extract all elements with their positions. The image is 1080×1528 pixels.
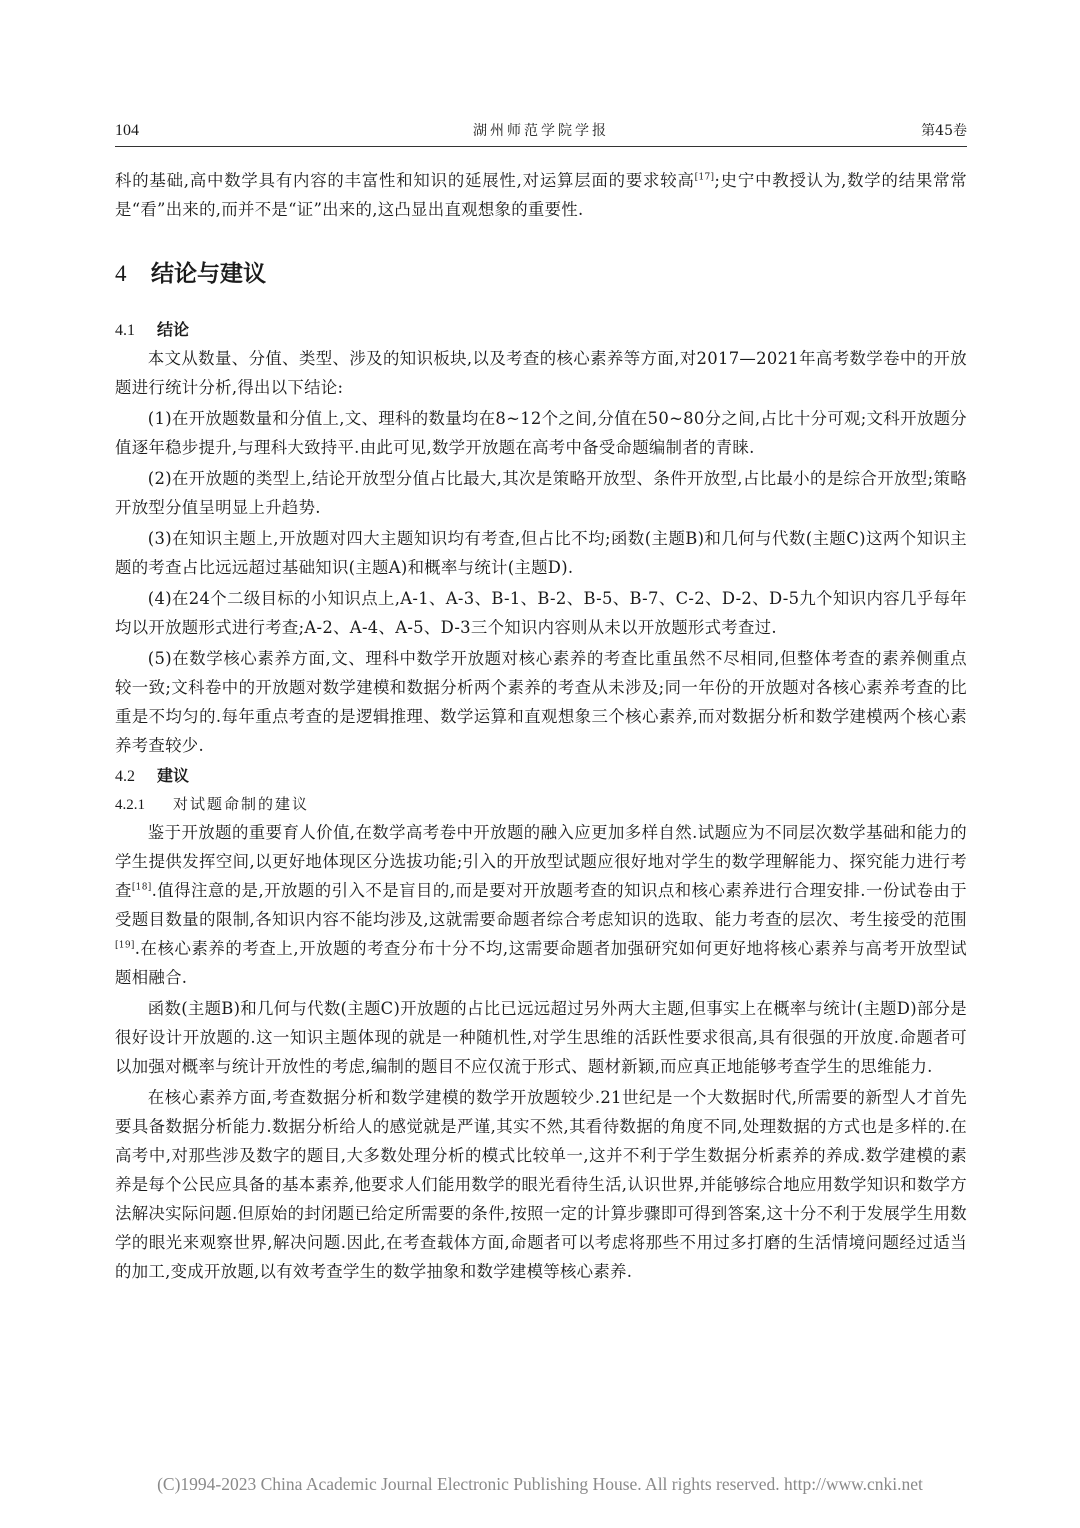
conclusion-item-3: (3)在知识主题上,开放题对四大主题知识均有考查,但占比不均;函数(主题B)和几何与代数(主题C)这两个知识主题的考查占比远远超过基础知识(主题A)和概率与统计(主题D). <box>115 529 967 577</box>
conclusion-item-1: (1)在开放题数量和分值上,文、理科的数量均在8~12个之间,分值在50~80分之间,占比十分可观;文科开放题分值逐年稳步提升,与理科大致持平.由此可见,数学开放题在高考中备受命题编制者的青睐. <box>115 409 967 457</box>
subsection-heading-4-1 <box>115 316 967 344</box>
journal-title: 湖州师范学院学报 <box>473 123 609 139</box>
subsection-heading-4-2 <box>115 762 967 790</box>
conclusion-item-5: (5)在数学核心素养方面,文、理科中数学开放题对核心素养的考查比重虽然不尽相同,但整体考查的素养侧重点较一致;文科卷中的开放题对数学建模和数据分析两个素养的考查从未涉及;同一年份的开放题对各核心素养考查的比重是不均匀的.每年重点考查的是逻辑推理、数学运算和直观想象三个核心素养,而对数据分析和数学建模两个核心素养考查较少. <box>115 649 967 755</box>
page-number: 104 <box>115 122 139 139</box>
citation-18: [18] <box>131 882 152 893</box>
subsection-number: 4.2 <box>115 768 135 785</box>
conclusion-item-2: (2)在开放题的类型上,结论开放型分值占比最大,其次是策略开放型、条件开放型,占比最小的是综合开放型;策略开放型分值呈明显上升趋势. <box>115 469 967 517</box>
page-header <box>115 118 967 144</box>
subsubsection-number: 4.2.1 <box>115 797 145 813</box>
conclusion-item-4: (4)在24个二级目标的小知识点上,A-1、A-3、B-1、B-2、B-5、B-7、C-2、D-2、D-5九个知识内容几乎每年均以开放题形式进行考查;A-2、A-4、A-5、D-3三个知识内容则从未以开放题形式考查过. <box>115 589 967 637</box>
subsubsection-title: 对试题命制的建议 <box>173 795 310 813</box>
subsection-title: 结论 <box>157 320 190 339</box>
volume-label: 第45卷 <box>921 123 967 139</box>
section-title: 结论与建议 <box>151 261 266 287</box>
article-body <box>115 166 967 1288</box>
suggestion-paragraph-1: 鉴于开放题的重要育人价值,在数学高考卷中开放题的融入应更加多样自然.试题应为不同层次数学基础和能力的学生提供发挥空间,以更好地体现区分选拔功能;引入的开放型试题应很好地对学生的数学理解能力、探究能力进行考查[18].值得注意的是,开放题的引入不是盲目的,而是要对开放题考查的知识点和核心素养进行合理安排.一份试卷由于受题目数量的限制,各知识内容不能均涉及,这就需要命题者综合考虑知识的选取、能力考查的层次、考生接受的范围[19].在核心素养的考查上,开放题的考查分布十分不均,这需要命题者加强研究如何更好地将核心素养与高考开放型试题相融合. <box>115 823 967 987</box>
copyright-footer: (C)1994-2023 China Academic Journal Electronic Publishing House. All rights reserved. http://www.cnki.net <box>157 1474 923 1494</box>
subsubsection-heading-4-2-1 <box>115 790 967 818</box>
intro-paragraph: 科的基础,高中数学具有内容的丰富性和知识的延展性,对运算层面的要求较高[17];史宁中教授认为,数学的结果常常是“看”出来的,而并不是“证”出来的,这凸显出直观想象的重要性. <box>115 171 967 219</box>
suggestion-paragraph-2: 函数(主题B)和几何与代数(主题C)开放题的占比已远远超过另外两大主题,但事实上在概率与统计(主题D)部分是很好设计开放题的.这一知识主题体现的就是一种随机性,对学生思维的活跃性要求很高,具有很强的开放度.命题者可以加强对概率与统计开放性的考虑,编制的题目不应仅流于形式、题材新颖,而应真正地能够考查学生的思维能力. <box>115 999 967 1076</box>
citation-17: [17] <box>694 172 715 183</box>
suggestion-paragraph-3: 在核心素养方面,考查数据分析和数学建模的数学开放题较少.21世纪是一个大数据时代,所需要的新型人才首先要具备数据分析能力.数据分析给人的感觉就是严谨,其实不然,其看待数据的角度不同,处理数据的方式也是多样的.在高考中,对那些涉及数字的题目,大多数处理分析的模式比较单一,这并不利于学生数据分析素养的养成.数学建模的素养是每个公民应具备的基本素养,他要求人们能用数学的眼光看待生活,认识世界,并能够综合地应用数学知识和数学方法解决实际问题.但原始的封闭题已给定所需要的条件,按照一定的计算步骤即可得到答案,这十分不利于发展学生用数学的眼光来观察世界,解决问题.因此,在考查载体方面,命题者可以考虑将那些不用过多打磨的生活情境问题经过适当的加工,变成开放题,以有效考查学生的数学抽象和数学建模等核心素养. <box>115 1088 967 1281</box>
citation-19: [19] <box>115 940 135 951</box>
subsection-number: 4.1 <box>115 322 135 339</box>
header-rule <box>115 146 967 147</box>
section-heading-4 <box>115 259 967 289</box>
subsection-title: 建议 <box>157 766 190 785</box>
conclusion-intro: 本文从数量、分值、类型、涉及的知识板块,以及考查的核心素养等方面,对2017—2021年高考数学卷中的开放题进行统计分析,得出以下结论: <box>115 349 967 397</box>
section-number: 4 <box>115 261 127 286</box>
